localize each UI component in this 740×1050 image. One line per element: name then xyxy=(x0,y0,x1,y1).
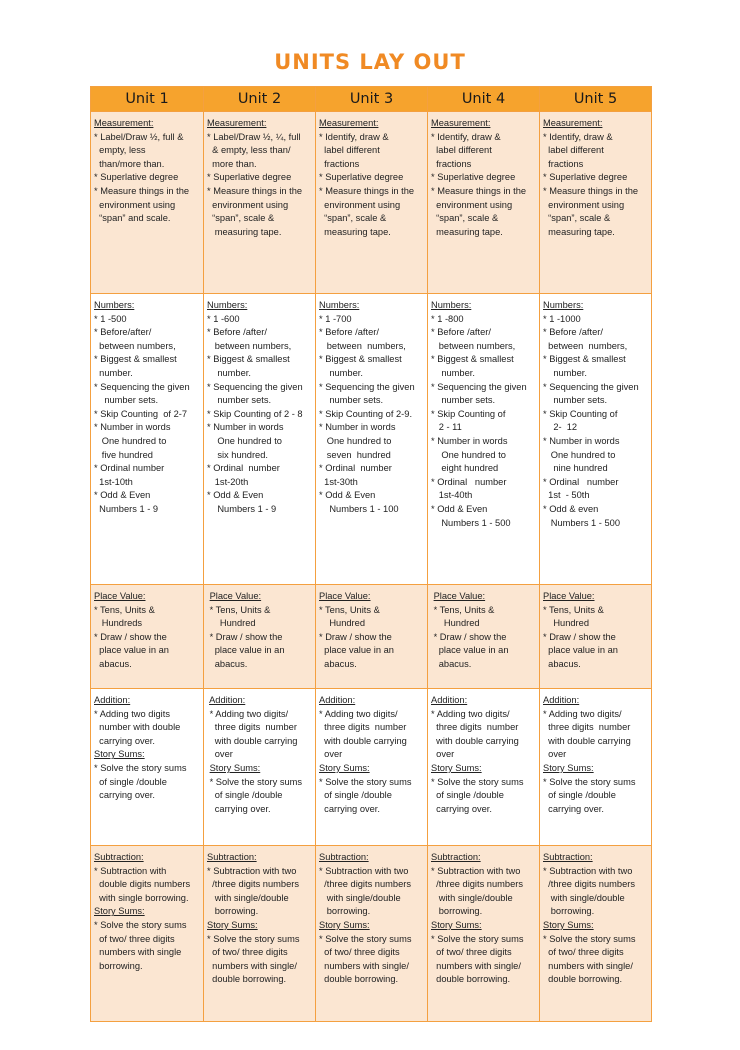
topic-line: * Ordinal number xyxy=(94,463,165,474)
topic-line: * Before/after/ xyxy=(94,327,152,338)
topic-line: nine hundred xyxy=(543,463,608,474)
unit-header: Unit 5 xyxy=(540,87,652,112)
topic-line: * Skip Counting of 2 - 8 xyxy=(207,408,303,419)
topic-line: & empty, less than/ xyxy=(207,145,291,156)
topic-line: * Solve the story sums xyxy=(207,933,300,944)
topic-line: * Subtraction with two xyxy=(543,865,633,876)
unit-topic-cell xyxy=(91,294,204,585)
topic-line: * Adding two digits/ xyxy=(431,708,510,719)
topic-line: /three digits numbers xyxy=(431,879,523,890)
topic-line: * Superlative degree xyxy=(543,172,628,183)
topic-line: * 1 -500 xyxy=(94,313,127,324)
header-row xyxy=(91,87,652,112)
unit-topic-cell xyxy=(540,112,652,294)
topic-line: * Solve the story sums xyxy=(319,776,412,787)
topic-row xyxy=(91,585,652,689)
topic-line: over xyxy=(207,749,233,760)
topic-line: * Draw / show the xyxy=(207,631,283,642)
topic-line: number. xyxy=(94,367,133,378)
topic-line: seven hundred xyxy=(319,449,391,460)
topic-heading: Addition: xyxy=(319,695,356,705)
topic-heading: Addition: xyxy=(543,695,580,705)
topic-line: Hundred xyxy=(543,618,589,629)
topic-line: * Subtraction with two xyxy=(431,865,521,876)
topic-line: * Number in words xyxy=(319,422,396,433)
topic-line: 1st-40th xyxy=(431,490,473,501)
topic-line: 1st-10th xyxy=(94,476,133,487)
topic-line: * Skip Counting of xyxy=(431,408,506,419)
topic-line: /three digits numbers xyxy=(319,879,411,890)
unit-header: Unit 1 xyxy=(91,87,204,112)
topic-line: with single/double xyxy=(207,892,289,903)
topic-line: place value in an xyxy=(207,645,285,656)
topic-line: * Draw / show the xyxy=(94,631,167,642)
topic-line: * Solve the story sums xyxy=(94,762,187,773)
topic-line: * Ordinal number xyxy=(543,476,619,487)
topic-line: * Before /after/ xyxy=(543,327,603,338)
page-title: UNITS LAY OUT xyxy=(274,50,466,74)
topic-line: between numbers, xyxy=(319,340,406,351)
topic-line: * Draw / show the xyxy=(319,631,392,642)
topic-line: number sets. xyxy=(431,395,496,406)
topic-line: One hundred to xyxy=(319,435,392,446)
topic-line: * Odd & Even xyxy=(319,490,376,501)
topic-line: of two/ three digits xyxy=(207,947,288,958)
topic-line: over xyxy=(319,749,343,760)
topic-line: label different xyxy=(319,145,380,156)
topic-line: over xyxy=(431,749,455,760)
topic-line: * Odd & Even xyxy=(431,503,488,514)
unit-topic-cell xyxy=(316,112,428,294)
topic-line: * Odd & Even xyxy=(94,490,151,501)
topic-line: number with double xyxy=(94,722,181,733)
topic-heading: Place Value: xyxy=(209,591,262,601)
topic-line: place value in an xyxy=(94,645,169,656)
topic-line: * Measure things in the xyxy=(319,185,415,196)
topic-heading: Subtraction: xyxy=(543,852,593,862)
topic-line: environment using xyxy=(207,199,289,210)
topic-line: number sets. xyxy=(94,395,159,406)
unit-topic-cell xyxy=(316,846,428,1022)
topic-line: One hundred to xyxy=(543,449,616,460)
topic-line: 2- 12 xyxy=(543,422,578,433)
topic-line: * Solve the story sums xyxy=(543,933,636,944)
topic-line: * Adding two digits/ xyxy=(207,708,289,719)
topic-line: abacus. xyxy=(431,658,472,669)
topic-row xyxy=(91,689,652,846)
topic-line: * Biggest & smallest xyxy=(207,354,290,365)
topic-line: * Odd & even xyxy=(543,503,599,514)
topic-line: * Tens, Units & xyxy=(207,604,271,615)
topic-line: borrowing. xyxy=(207,906,259,917)
topic-line: more than. xyxy=(207,158,257,169)
unit-topic-cell xyxy=(316,689,428,846)
topic-line: label different xyxy=(431,145,492,156)
topic-heading: Numbers: xyxy=(319,300,360,310)
topic-heading: Story Sums: xyxy=(431,919,482,930)
topic-line: fractions xyxy=(543,158,584,169)
topic-line: * Identify, draw & xyxy=(543,131,613,142)
topic-line: carrying over. xyxy=(94,790,155,801)
topic-line: * 1 -700 xyxy=(319,313,352,324)
topic-line: than/more than. xyxy=(94,158,165,169)
topic-line: * Superlative degree xyxy=(319,172,404,183)
unit-topic-cell xyxy=(540,846,652,1022)
topic-line: number. xyxy=(431,367,475,378)
unit-topic-cell xyxy=(316,585,428,689)
topic-line: borrowing. xyxy=(94,960,143,971)
topic-line: of single /double xyxy=(94,776,167,787)
topic-line: measuring tape. xyxy=(207,226,282,237)
topic-line: three digits number xyxy=(431,722,519,733)
topic-heading: Subtraction: xyxy=(207,852,257,862)
topic-line: empty, less xyxy=(94,145,146,156)
topic-line: * Label/Draw ½, ¼, full xyxy=(207,131,301,142)
topic-line: * Subtraction with two xyxy=(207,865,297,876)
unit-header: Unit 4 xyxy=(428,87,540,112)
topic-line: abacus. xyxy=(543,658,581,669)
topic-line: “span” and scale. xyxy=(94,213,171,224)
topic-heading: Measurement: xyxy=(207,118,267,128)
topic-line: number. xyxy=(319,367,363,378)
topic-line: * 1 -600 xyxy=(207,313,240,324)
topic-line: numbers with single/ xyxy=(431,960,521,971)
topic-line: * Adding two digits/ xyxy=(543,708,622,719)
topic-line: * Draw / show the xyxy=(543,631,616,642)
topic-heading: Place Value: xyxy=(319,591,371,601)
unit-topic-cell xyxy=(540,294,652,585)
topic-line: over xyxy=(543,749,567,760)
topic-heading: Place Value: xyxy=(543,591,595,601)
topic-line: Hundreds xyxy=(94,618,143,629)
topic-line: 1st-20th xyxy=(207,476,249,487)
unit-topic-cell xyxy=(91,846,204,1022)
topic-heading: Subtraction: xyxy=(94,852,144,862)
topic-line: place value in an xyxy=(431,645,509,656)
topic-line: * Tens, Units & xyxy=(319,604,380,615)
topic-line: * Subtraction with xyxy=(94,865,167,876)
topic-line: * Sequencing the given xyxy=(431,381,527,392)
topic-line: Hundred xyxy=(207,618,256,629)
topic-line: * Before /after/ xyxy=(319,327,379,338)
unit-topic-cell xyxy=(204,585,316,689)
topic-line: between numbers, xyxy=(543,340,628,351)
topic-line: numbers with single/ xyxy=(207,960,297,971)
topic-line: * Biggest & smallest xyxy=(94,354,177,365)
topic-line: fractions xyxy=(319,158,360,169)
topic-line: * Identify, draw & xyxy=(431,131,501,142)
topic-heading: Numbers: xyxy=(431,300,472,310)
topic-heading: Measurement: xyxy=(543,118,603,128)
topic-line: measuring tape. xyxy=(543,226,615,237)
topic-line: 1st-30th xyxy=(319,476,358,487)
topic-line: with single borrowing. xyxy=(94,892,189,903)
topic-line: of single /double xyxy=(319,790,392,801)
unit-topic-cell xyxy=(428,689,540,846)
topic-line: 2 - 11 xyxy=(431,422,462,433)
topic-heading: Subtraction: xyxy=(431,852,481,862)
topic-line: abacus. xyxy=(207,658,248,669)
topic-line: three digits number xyxy=(207,722,297,733)
unit-topic-cell xyxy=(91,112,204,294)
topic-line: * Skip Counting of 2-7 xyxy=(94,408,188,419)
topic-row xyxy=(91,294,652,585)
topic-line: * Biggest & smallest xyxy=(431,354,514,365)
topic-line: * Number in words xyxy=(543,435,620,446)
topic-line: of two/ three digits xyxy=(431,947,512,958)
topic-line: * Biggest & smallest xyxy=(319,354,402,365)
topic-line: * Solve the story sums xyxy=(207,776,303,787)
topic-line: carrying over. xyxy=(431,803,492,814)
topic-heading: Story Sums: xyxy=(319,762,370,773)
topic-line: place value in an xyxy=(543,645,618,656)
unit-topic-cell xyxy=(204,689,316,846)
topic-line: * Adding two digits/ xyxy=(319,708,398,719)
topic-heading: Measurement: xyxy=(431,118,491,128)
topic-line: * Solve the story sums xyxy=(431,933,524,944)
topic-line: * Solve the story sums xyxy=(431,776,524,787)
topic-line: carrying over. xyxy=(94,735,155,746)
topic-line: Numbers 1 - 500 xyxy=(431,517,511,528)
topic-line: carrying over. xyxy=(319,803,380,814)
topic-line: environment using xyxy=(431,199,513,210)
topic-line: * Ordinal number xyxy=(319,463,392,474)
unit-header: Unit 3 xyxy=(316,87,428,112)
topic-line: double borrowing. xyxy=(543,974,623,985)
topic-line: double borrowing. xyxy=(207,974,287,985)
units-table xyxy=(90,86,652,1022)
topic-line: carrying over. xyxy=(207,803,271,814)
unit-topic-cell xyxy=(316,294,428,585)
topic-line: * Sequencing the given xyxy=(207,381,303,392)
topic-line: * Skip Counting of xyxy=(543,408,618,419)
topic-line: double digits numbers xyxy=(94,879,191,890)
topic-heading: Measurement: xyxy=(94,118,154,128)
topic-line: Hundred xyxy=(319,618,365,629)
topic-line: of single /double xyxy=(207,790,283,801)
unit-topic-cell xyxy=(428,112,540,294)
topic-row xyxy=(91,846,652,1022)
topic-line: measuring tape. xyxy=(431,226,503,237)
topic-heading: Story Sums: xyxy=(543,762,594,773)
topic-line: * Sequencing the given xyxy=(543,381,639,392)
topic-line: five hundred xyxy=(94,449,153,460)
topic-line: * Tens, Units & xyxy=(94,604,155,615)
topic-line: * Subtraction with two xyxy=(319,865,409,876)
topic-line: /three digits numbers xyxy=(543,879,635,890)
topic-line: number sets. xyxy=(319,395,384,406)
topic-heading: Story Sums: xyxy=(207,919,258,930)
topic-line: with double carrying xyxy=(319,735,407,746)
topic-line: number sets. xyxy=(207,395,272,406)
topic-heading: Story Sums: xyxy=(319,919,370,930)
topic-heading: Subtraction: xyxy=(319,852,369,862)
topic-line: Numbers 1 - 9 xyxy=(94,503,159,514)
unit-topic-cell xyxy=(428,294,540,585)
topic-line: three digits number xyxy=(543,722,631,733)
topic-heading: Numbers: xyxy=(543,300,584,310)
topic-line: “span”, scale & xyxy=(207,213,275,224)
topic-line: place value in an xyxy=(319,645,394,656)
topic-line: of two/ three digits xyxy=(94,933,175,944)
topic-line: 1st - 50th xyxy=(543,490,590,501)
topic-line: label different xyxy=(543,145,604,156)
topic-line: Numbers 1 - 500 xyxy=(543,517,620,528)
topic-heading: Addition: xyxy=(94,695,131,705)
topic-line: * Solve the story sums xyxy=(543,776,636,787)
topic-line: between numbers, xyxy=(431,340,516,351)
topic-line: * 1 -1000 xyxy=(543,313,581,324)
topic-line: * Superlative degree xyxy=(431,172,516,183)
topic-line: Hundred xyxy=(431,618,480,629)
topic-line: One hundred to xyxy=(94,435,167,446)
topic-line: environment using xyxy=(319,199,401,210)
topic-line: carrying over. xyxy=(543,803,604,814)
topic-line: between numbers, xyxy=(207,340,292,351)
unit-topic-cell xyxy=(540,689,652,846)
topic-line: * Identify, draw & xyxy=(319,131,389,142)
topic-heading: Addition: xyxy=(209,695,246,705)
topic-line: environment using xyxy=(94,199,176,210)
topic-heading: Numbers: xyxy=(94,300,135,310)
unit-topic-cell xyxy=(428,846,540,1022)
topic-line: * Solve the story sums xyxy=(94,919,187,930)
unit-topic-cell xyxy=(204,846,316,1022)
topic-line: borrowing. xyxy=(431,906,483,917)
topic-line: * Ordinal number xyxy=(431,476,507,487)
topic-line: * Superlative degree xyxy=(94,172,179,183)
topic-line: fractions xyxy=(431,158,472,169)
topic-line: Numbers 1 - 9 xyxy=(207,503,277,514)
topic-line: of two/ three digits xyxy=(319,947,400,958)
topic-line: of single /double xyxy=(431,790,504,801)
topic-line: with double carrying xyxy=(207,735,298,746)
topic-line: * Number in words xyxy=(431,435,508,446)
topic-heading: Story Sums: xyxy=(543,919,594,930)
topic-line: * Measure things in the xyxy=(431,185,527,196)
topic-heading: Story Sums: xyxy=(209,762,261,773)
topic-line: of two/ three digits xyxy=(543,947,624,958)
topic-line: One hundred to xyxy=(431,449,506,460)
topic-line: * Skip Counting of 2-9. xyxy=(319,408,413,419)
topic-line: number sets. xyxy=(543,395,608,406)
topic-line: number. xyxy=(543,367,587,378)
topic-heading: Story Sums: xyxy=(431,762,482,773)
topic-line: * Superlative degree xyxy=(207,172,292,183)
topic-line: * Biggest & smallest xyxy=(543,354,626,365)
topic-line: * Label/Draw ½, full & xyxy=(94,131,184,142)
topic-line: with single/double xyxy=(431,892,513,903)
topic-line: * Adding two digits xyxy=(94,708,170,719)
topic-line: * Measure things in the xyxy=(543,185,639,196)
topic-line: borrowing. xyxy=(319,906,371,917)
topic-line: * Measure things in the xyxy=(94,185,190,196)
topic-line: three digits number xyxy=(319,722,407,733)
topic-line: six hundred. xyxy=(207,449,268,460)
topic-line: with single/double xyxy=(319,892,401,903)
topic-line: /three digits numbers xyxy=(207,879,299,890)
topic-line: * Tens, Units & xyxy=(543,604,604,615)
unit-topic-cell xyxy=(91,585,204,689)
topic-line: between numbers, xyxy=(94,340,176,351)
topic-line: abacus. xyxy=(94,658,132,669)
topic-line: * Number in words xyxy=(207,422,284,433)
topic-line: One hundred to xyxy=(207,435,282,446)
unit-topic-cell xyxy=(540,585,652,689)
topic-line: * 1 -800 xyxy=(431,313,464,324)
topic-row xyxy=(91,112,652,294)
topic-heading: Measurement: xyxy=(319,118,379,128)
topic-heading: Place Value: xyxy=(94,591,146,601)
topic-line: “span”, scale & xyxy=(319,213,387,224)
topic-line: numbers with single/ xyxy=(319,960,409,971)
topic-heading: Story Sums: xyxy=(94,906,145,917)
topic-line: double borrowing. xyxy=(319,974,399,985)
topic-line: with single/double xyxy=(543,892,625,903)
unit-header: Unit 2 xyxy=(204,87,316,112)
topic-line: * Odd & Even xyxy=(207,490,264,501)
topic-heading: Story Sums: xyxy=(94,749,145,760)
topic-line: abacus. xyxy=(319,658,357,669)
topic-line: number. xyxy=(207,367,251,378)
unit-topic-cell xyxy=(428,585,540,689)
topic-line: * Draw / show the xyxy=(431,631,507,642)
topic-line: environment using xyxy=(543,199,625,210)
topic-heading: Place Value: xyxy=(433,591,486,601)
topic-line: double borrowing. xyxy=(431,974,511,985)
topic-line: “span”, scale & xyxy=(543,213,611,224)
topic-line: measuring tape. xyxy=(319,226,391,237)
topic-line: * Tens, Units & xyxy=(431,604,495,615)
topic-heading: Addition: xyxy=(431,695,468,705)
topic-line: * Ordinal number xyxy=(207,463,280,474)
topic-line: borrowing. xyxy=(543,906,595,917)
topic-line: with double carrying xyxy=(431,735,519,746)
topic-line: of single /double xyxy=(543,790,616,801)
topic-line: Numbers 1 - 100 xyxy=(319,503,399,514)
topic-line: “span”, scale & xyxy=(431,213,499,224)
unit-topic-cell xyxy=(204,112,316,294)
topic-line: * Measure things in the xyxy=(207,185,303,196)
topic-line: * Solve the story sums xyxy=(319,933,412,944)
topic-line: * Sequencing the given xyxy=(319,381,415,392)
topic-line: * Before /after/ xyxy=(431,327,491,338)
unit-topic-cell xyxy=(91,689,204,846)
topic-heading: Numbers: xyxy=(207,300,248,310)
unit-topic-cell xyxy=(204,294,316,585)
topic-line: * Number in words xyxy=(94,422,171,433)
topic-line: * Before /after/ xyxy=(207,327,267,338)
topic-line: eight hundred xyxy=(431,463,499,474)
topic-line: numbers with single xyxy=(94,947,182,958)
topic-line: with double carrying xyxy=(543,735,631,746)
topic-line: * Sequencing the given xyxy=(94,381,190,392)
topic-line: numbers with single/ xyxy=(543,960,633,971)
